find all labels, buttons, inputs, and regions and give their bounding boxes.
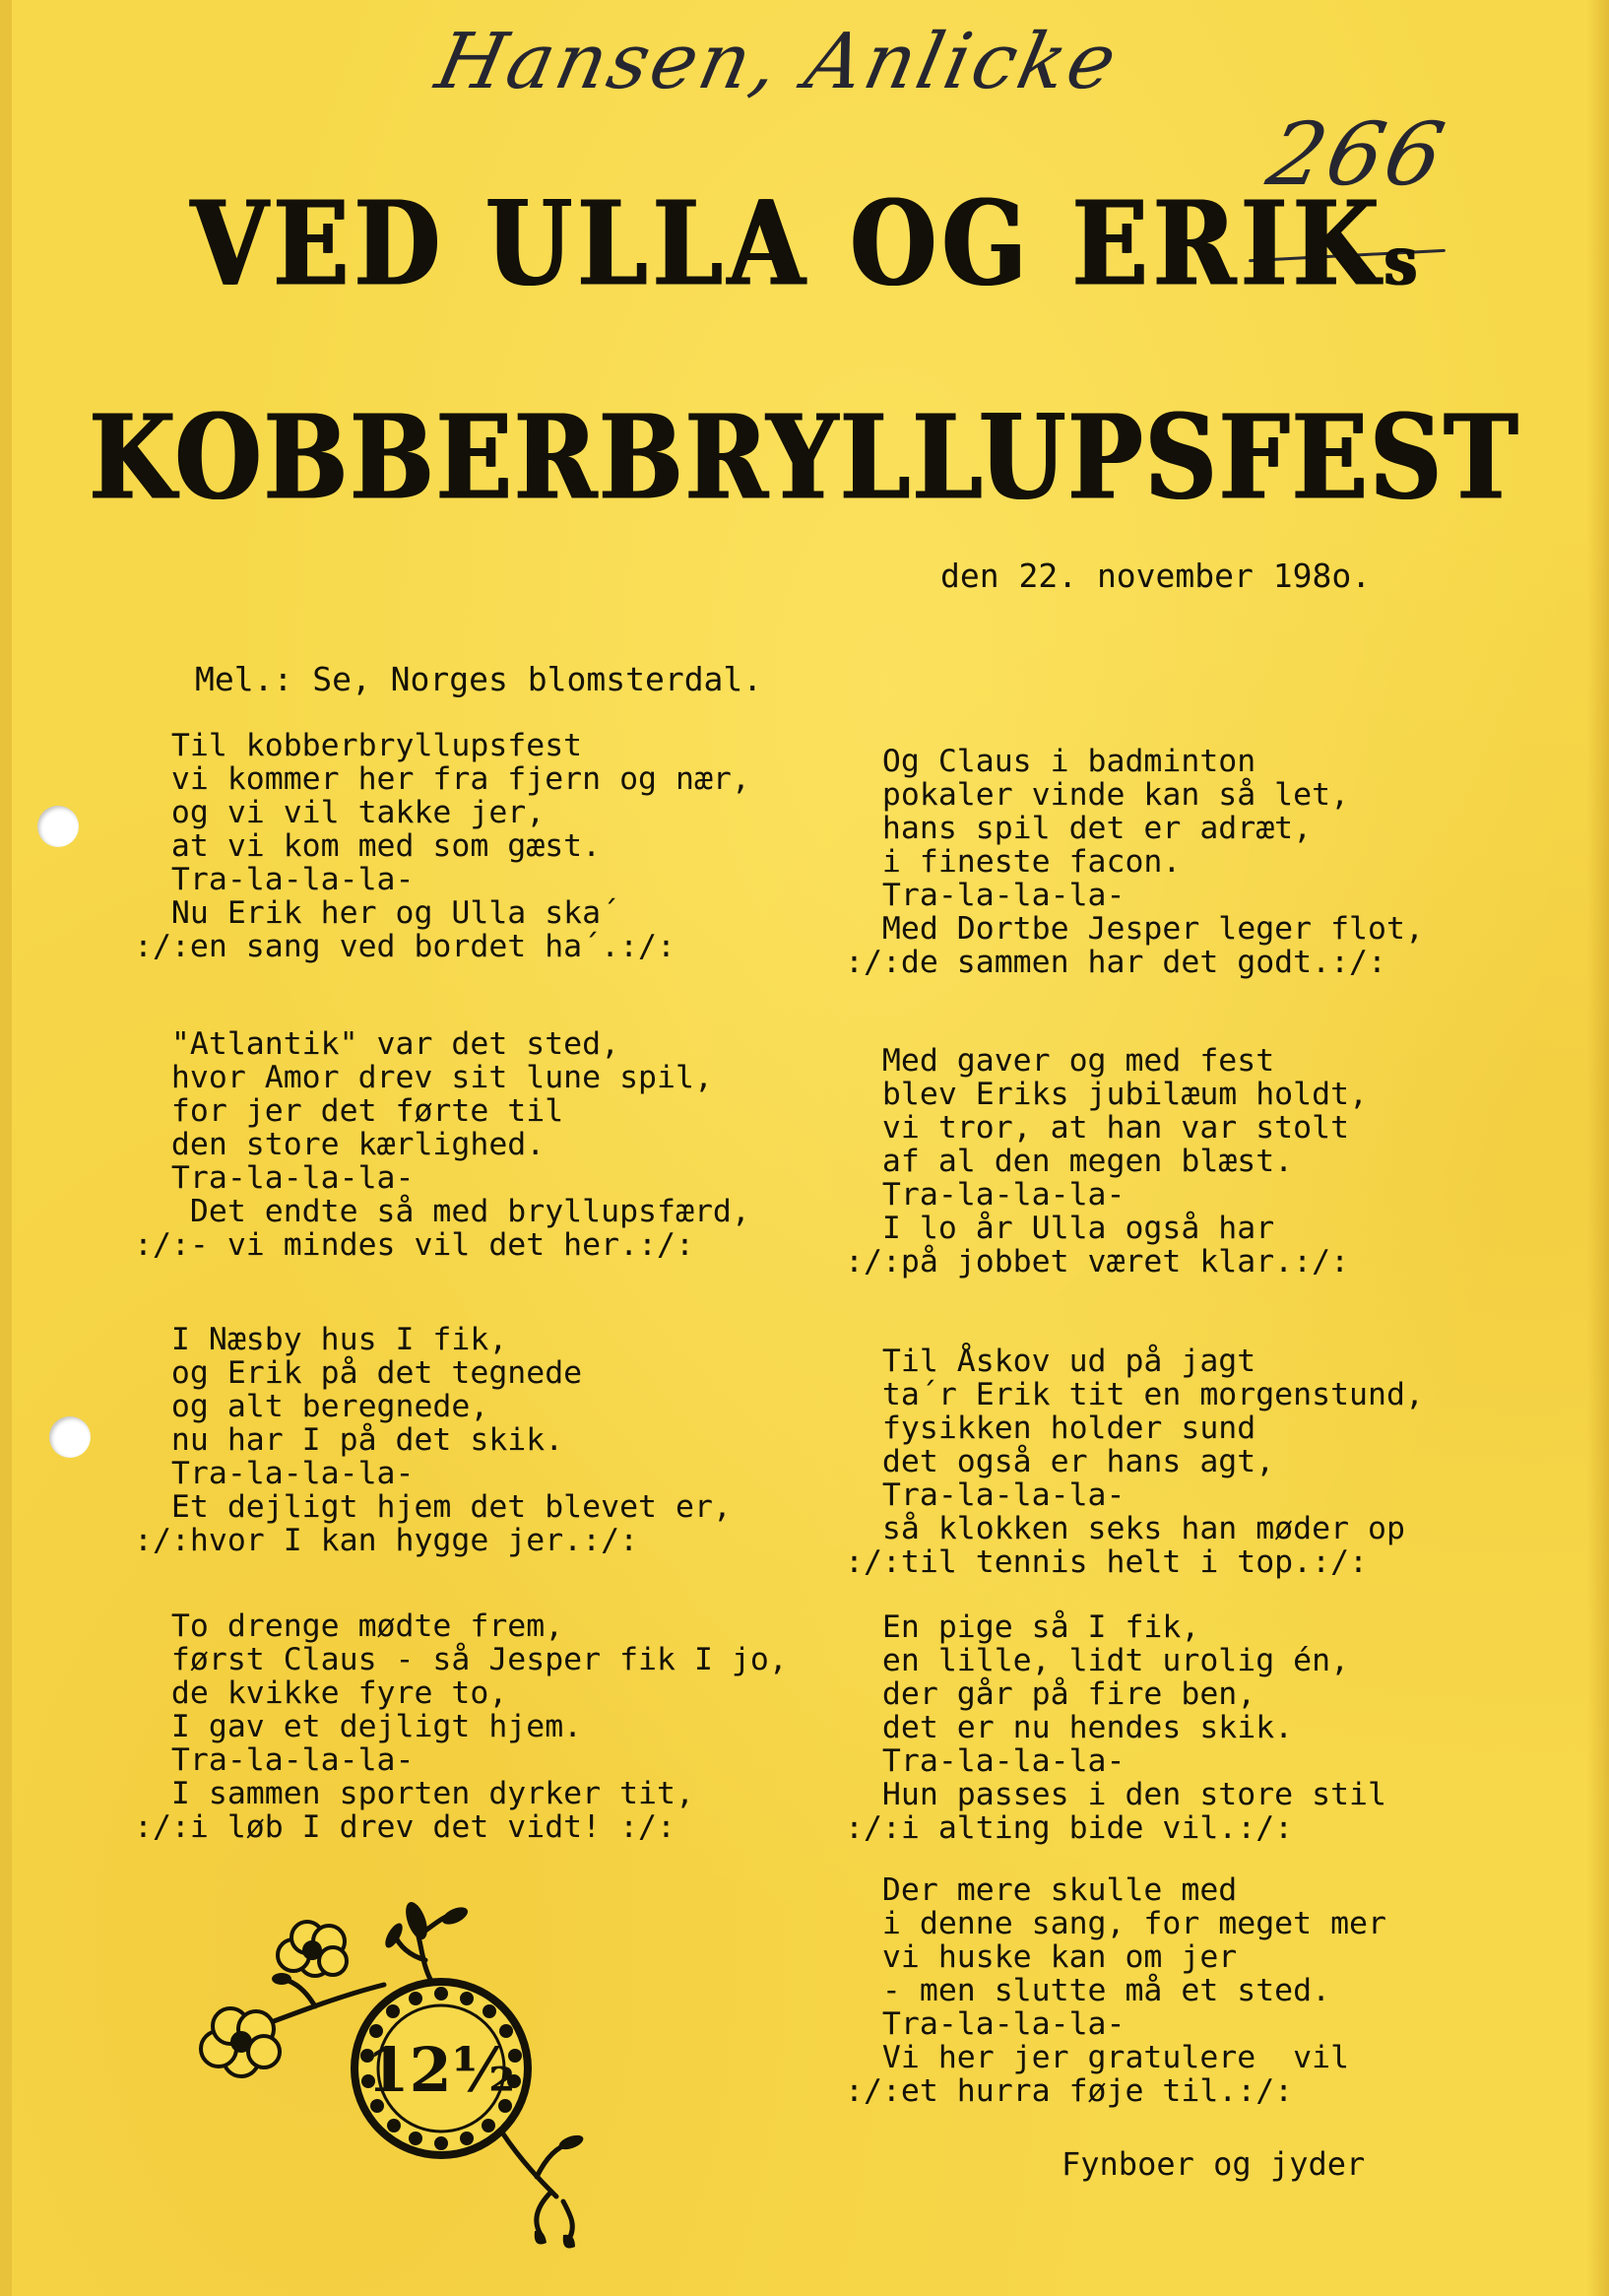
song-line: vi kommer her fra fjern og nær,: [134, 761, 750, 797]
song-line: Tra-la-la-la-: [845, 878, 1126, 913]
song-line: i denne sang, for meget mer: [845, 1906, 1386, 1941]
song-refrain: :/:til tennis helt i top.:/:: [845, 1544, 1369, 1580]
event-date: den 22. november 198o.: [940, 557, 1372, 595]
song-line: Vi her jer gratulere vil: [845, 2040, 1350, 2075]
emblem-label: 12½: [366, 2034, 516, 2106]
song-line: Tra-la-la-la-: [845, 1743, 1126, 1779]
anniversary-wreath-icon: [197, 1876, 611, 2290]
stanza-right-5: [845, 1873, 1386, 2108]
song-line: Med gaver og med fest: [845, 1043, 1275, 1079]
song-line: Der mere skulle med: [845, 1872, 1238, 1908]
title-line-1-suffix: s: [1384, 221, 1419, 300]
flower-icon: [201, 2008, 280, 2076]
song-line: Tra-la-la-la-: [134, 862, 415, 897]
punch-hole-bottom: [49, 1416, 91, 1458]
song-line: I gav et dejligt hjem.: [134, 1709, 583, 1744]
handwritten-name: Hansen, Anlicke: [428, 18, 1126, 106]
song-line: ta´r Erik tit en morgenstund,: [845, 1377, 1424, 1412]
song-line: fysikken holder sund: [845, 1410, 1256, 1446]
song-line: Med Dortbe Jesper leger flot,: [845, 911, 1424, 947]
song-line: Hun passes i den store stil: [845, 1777, 1386, 1812]
song-line: En pige så I fik,: [845, 1609, 1200, 1645]
paper-edge-right: [1587, 0, 1609, 2296]
song-refrain: :/:i løb I drev det vidt! :/:: [134, 1809, 676, 1845]
song-refrain: :/:på jobbet været klar.:/:: [845, 1244, 1350, 1279]
stanza-left-3: [134, 1323, 732, 1557]
song-line: nu har I på det skik.: [134, 1422, 564, 1458]
song-line: i fineste facon.: [845, 844, 1182, 880]
song-line: I lo år Ulla også har: [845, 1211, 1275, 1246]
song-line: To drenge mødte frem,: [134, 1608, 564, 1644]
song-line: en lille, lidt urolig én,: [845, 1643, 1350, 1678]
stanza-right-3: [845, 1345, 1424, 1579]
song-line: hvor Amor drev sit lune spil,: [134, 1060, 713, 1095]
song-line: Det endte så med bryllupsfærd,: [134, 1194, 750, 1229]
song-refrain: :/:- vi mindes vil det her.:/:: [134, 1227, 694, 1263]
song-line: og alt beregnede,: [134, 1389, 489, 1424]
song-refrain: :/:de sammen har det godt.:/:: [845, 945, 1386, 980]
song-line: Til kobberbryllupsfest: [134, 728, 583, 763]
song-line: - men slutte må et sted.: [845, 1973, 1331, 2008]
song-line: hans spil det er adræt,: [845, 811, 1313, 846]
song-line: den store kærlighed.: [134, 1127, 546, 1162]
song-line: og Erik på det tegnede: [134, 1355, 583, 1391]
song-refrain: :/:hvor I kan hygge jer.:/:: [134, 1523, 639, 1558]
song-line: I sammen sporten dyrker tit,: [134, 1776, 694, 1811]
paper-edge-left: [0, 0, 12, 2296]
stanza-left-1: [134, 729, 750, 963]
title-line-1-main: VED ULLA OG ERIK: [190, 174, 1384, 312]
song-line: vi tror, at han var stolt: [845, 1110, 1350, 1146]
song-line: Tra-la-la-la-: [134, 1160, 415, 1196]
song-line: og vi vil takke jer,: [134, 795, 546, 830]
song-refrain: :/:en sang ved bordet ha´.:/:: [134, 929, 676, 964]
stanza-left-2: [134, 1027, 750, 1262]
song-line: det også er hans agt,: [845, 1444, 1275, 1479]
title-line-1: [0, 174, 1609, 311]
stanza-right-4: [845, 1610, 1386, 1845]
song-line: der går på fire ben,: [845, 1676, 1256, 1712]
title-line-2: KOBBERBRYLLUPSFEST: [89, 388, 1520, 526]
song-line: det er nu hendes skik.: [845, 1710, 1294, 1745]
song-line: Tra-la-la-la-: [134, 1456, 415, 1491]
song-line: at vi kom med som gæst.: [134, 828, 602, 864]
song-line: af al den megen blæst.: [845, 1144, 1294, 1179]
song-line: blev Eriks jubilæum holdt,: [845, 1077, 1369, 1112]
song-refrain: :/:i alting bide vil.:/:: [845, 1810, 1294, 1846]
song-line: først Claus - så Jesper fik I jo,: [134, 1642, 788, 1677]
stanza-right-1: [845, 745, 1424, 979]
song-line: så klokken seks han møder op: [845, 1511, 1405, 1546]
song-refrain: :/:et hurra føje til.:/:: [845, 2073, 1294, 2109]
song-line: pokaler vinde kan så let,: [845, 777, 1350, 813]
song-line: for jer det førte til: [134, 1093, 564, 1129]
song-line: Tra-la-la-la-: [134, 1742, 415, 1778]
song-line: I Næsby hus I fik,: [134, 1322, 508, 1357]
song-line: "Atlantik" var det sted,: [134, 1026, 620, 1062]
handwritten-number: 266: [1259, 103, 1455, 205]
stanza-left-4: [134, 1609, 788, 1844]
melody-line: Mel.: Se, Norges blomsterdal.: [195, 660, 763, 698]
song-line: vi huske kan om jer: [845, 1939, 1238, 1975]
song-line: Nu Erik her og Ulla ska´: [134, 895, 620, 931]
song-line: Tra-la-la-la-: [845, 1477, 1126, 1513]
song-line: Tra-la-la-la-: [845, 2006, 1126, 2042]
song-line: Og Claus i badminton: [845, 744, 1256, 779]
song-line: Til Åskov ud på jagt: [845, 1344, 1256, 1379]
song-line: Et dejligt hjem det blevet er,: [134, 1489, 732, 1525]
song-line: de kvikke fyre to,: [134, 1675, 508, 1711]
flower-icon: [278, 1922, 347, 1976]
signature: Fynboer og jyder: [1062, 2145, 1366, 2183]
punch-hole-top: [37, 806, 79, 847]
stanza-right-2: [845, 1044, 1368, 1279]
song-line: Tra-la-la-la-: [845, 1177, 1126, 1213]
